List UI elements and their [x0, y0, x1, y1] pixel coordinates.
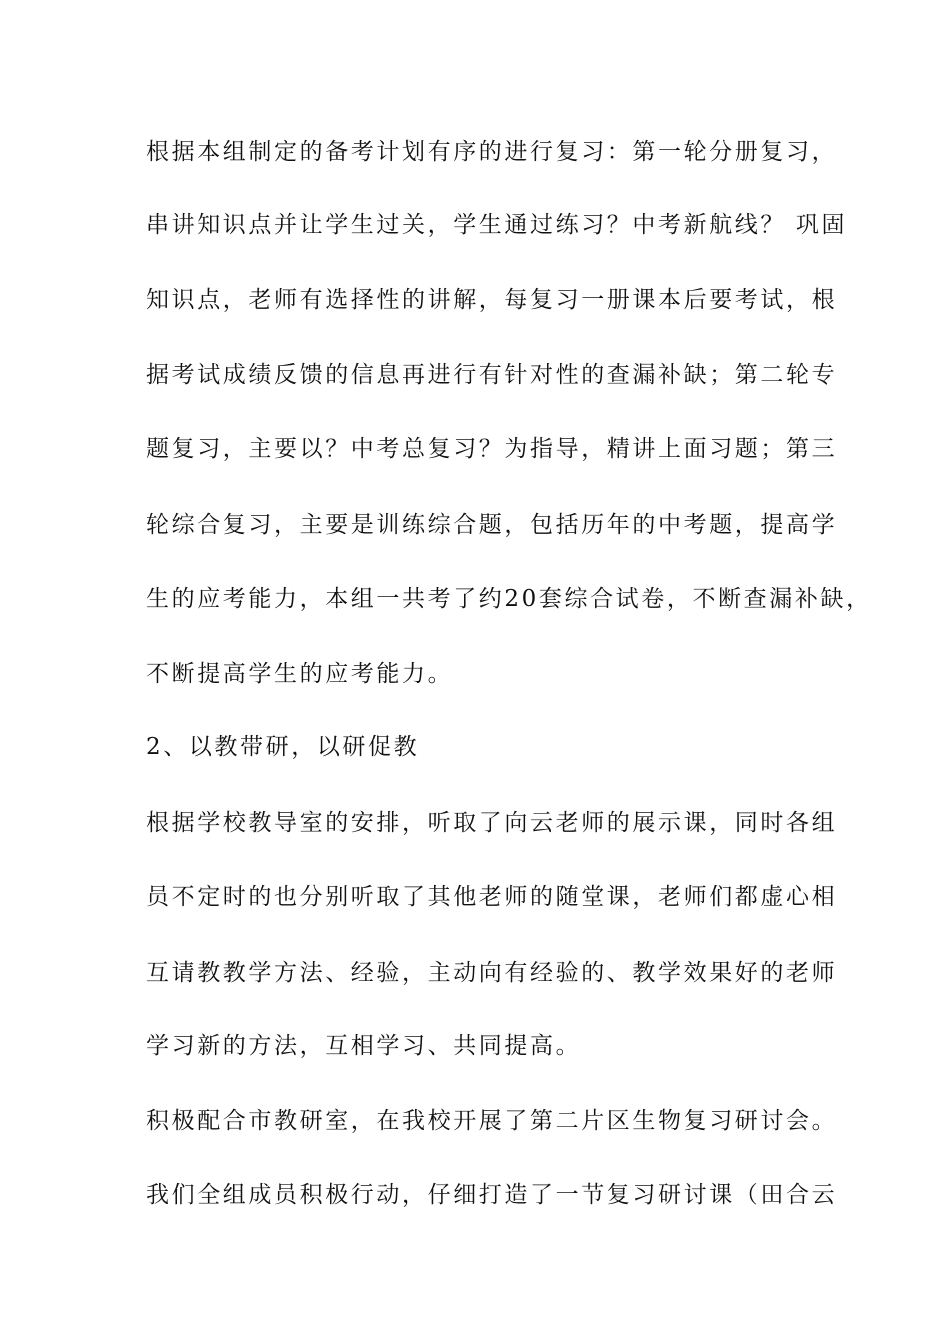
- paragraph-line: 根据学校教导室的安排，听取了向云老师的展示课，同时各组: [146, 810, 838, 836]
- paragraph-line: 题复习，主要以？中考总复习？为指导，精讲上面习题；第三: [146, 436, 838, 462]
- paragraph-line: 根据本组制定的备考计划有序的进行复习：第一轮分册复习，: [146, 139, 838, 165]
- section-heading: 2、以教带研，以研促教: [146, 734, 420, 760]
- paragraph-line: 学习新的方法，互相学习、共同提高。: [146, 1033, 582, 1059]
- paragraph-line: 互请教教学方法、经验，主动向有经验的、教学效果好的老师: [146, 960, 838, 986]
- paragraph-line: 不断提高学生的应考能力。: [146, 661, 454, 687]
- paragraph-line: 积极配合市教研室，在我校开展了第二片区生物复习研讨会。: [146, 1108, 838, 1134]
- paragraph-line: 知识点，老师有选择性的讲解，每复习一册课本后要考试，根: [146, 287, 838, 313]
- paragraph-line: 据考试成绩反馈的信息再进行有针对性的查漏补缺；第二轮专: [146, 362, 838, 388]
- paragraph-line: 生的应考能力，本组一共考了约20套综合试卷，不断查漏补缺，: [146, 586, 872, 612]
- paragraph-line: 串讲知识点并让学生过关，学生通过练习？中考新航线？ 巩固: [146, 212, 848, 238]
- paragraph-line: 员不定时的也分别听取了其他老师的随堂课，老师们都虚心相: [146, 884, 838, 910]
- paragraph-line: 我们全组成员积极行动，仔细打造了一节复习研讨课（田合云: [146, 1182, 838, 1208]
- paragraph-line: 轮综合复习，主要是训练综合题，包括历年的中考题，提高学: [146, 512, 838, 538]
